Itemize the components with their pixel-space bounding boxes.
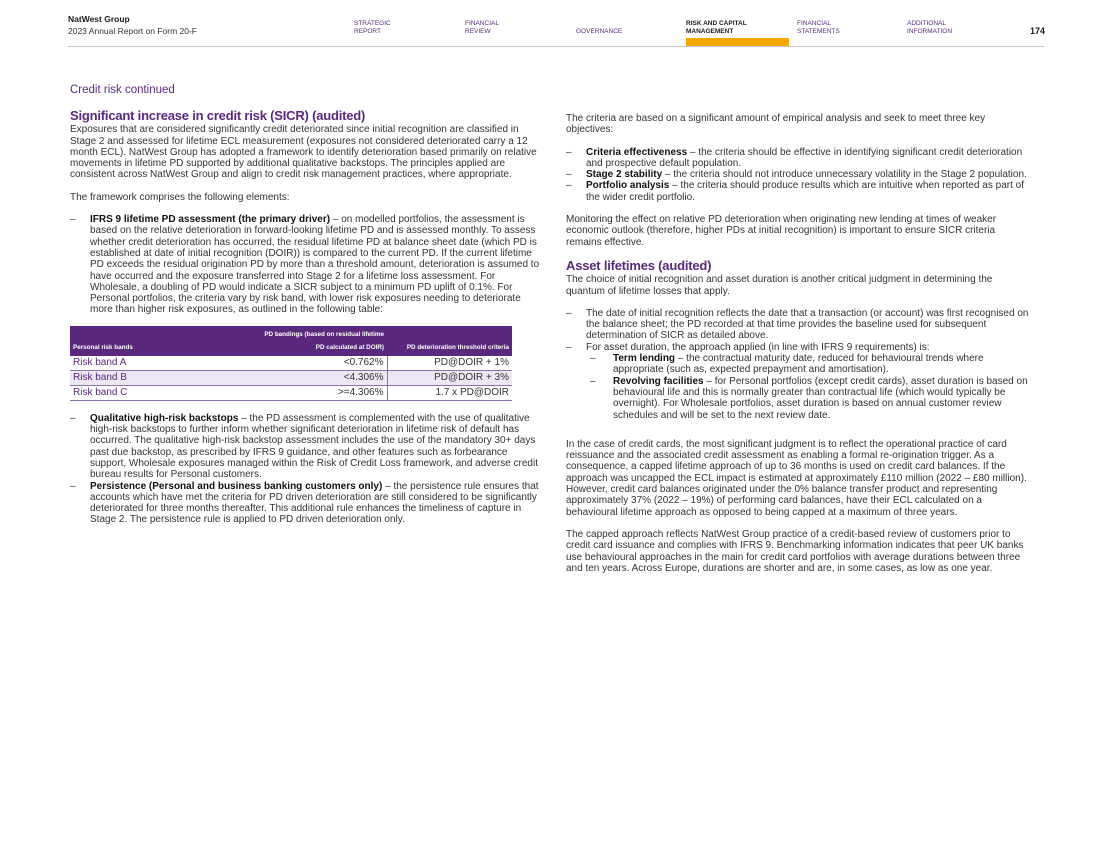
asset-lifetimes-heading: Asset lifetimes (audited) [566,257,712,273]
nav-label-line1: ADDITIONAL [907,20,947,27]
table-header: PD bandings (based on residual lifetime PD calculated at DOIR) [251,326,387,356]
list-item [586,376,1032,421]
table-cell: Risk band A [70,356,251,371]
company-name: NatWest Group [68,14,130,24]
credit-cards-paragraph: In the case of credit cards, the most significant judgment is to reflect the operational practice of card reissuance and the associated credit assessment as enabling a formal re-origination trigger. As a consequence, a capped lifetime approach of up to 36 months is used on credit card balances. If the approach was uncapped the ECL impact is estimated at approximately £110 million (2022 – £80 million). However, credit card balances originated under the 0% balance transfer product and representing approximately 37% (2022 – 19%) of performing card balances, have their ECL calculated on a behavioural lifetime approach as opposed to being capped at a maximum of three years. [566,438,1027,518]
bullet-term: Stage 2 stability [586,169,663,181]
nav-label-line1: RISK AND CAPITAL [686,20,747,27]
list-item [70,481,542,526]
sicr-heading: Significant increase in credit risk (SICR) (audited) [70,108,366,123]
table-cell: PD@DOIR + 3% [387,370,512,385]
monitoring-paragraph: Monitoring the effect on relative PD deterioration when originating new lending at times of weaker economic outlook (therefore, higher PDs at initial recognition) is important to ensure SICR criteria remains effective. [566,214,997,248]
table-header: PD deterioration threshold criteria [387,326,512,356]
nav-label-line2: MANAGEMENT [686,27,734,35]
bullet-text: For asset duration, the approach applied (in line with IFRS 9 requirements) is: [586,341,930,353]
nav-financial-statements[interactable] [797,0,897,46]
table-cell: Risk band B [70,370,251,385]
risk-band-table [70,326,512,401]
nav-financial-review[interactable] [465,0,565,46]
bullet-term: IFRS 9 lifetime PD assessment (the primary driver) [90,214,331,226]
list-item [70,214,542,316]
bullet-term: Qualitative high-risk backstops [90,412,239,424]
page-header [0,0,1100,46]
bullet-text: – the persistence rule ensures that accounts which have met the criteria for PD driven deterioration are still considered to be significantly deteriorated for three months thereafter. This additional rule enhances the timeliness of capture in Stage 2. The persistence rule is applied to PD driven deterioration only. [90,480,539,526]
left-column [70,110,542,526]
right-column [566,113,1032,574]
table-header: Personal risk bands [70,326,251,356]
nav-label-line2: REVIEW [465,27,491,35]
list-item [566,169,1032,180]
table-cell: <0.762% [251,356,387,371]
bullet-term: Persistence (Personal and business banking customers only) [90,480,383,492]
nav-label-line1: FINANCIAL [797,20,831,27]
report-title: 2023 Annual Report on Form 20-F [68,26,197,36]
bullet-text: – the contractual maturity date, reduced for behavioural trends where appropriate (such as, expected prepayment and amortisation). [613,353,984,376]
bullet-term: Portfolio analysis [586,180,670,192]
asset-lifetime-list [566,308,1032,421]
table-cell: <4.306% [251,370,387,385]
nav-strategic-report[interactable] [354,0,454,46]
bullet-term: Criteria effectiveness [586,146,688,158]
page-number: 174 [1030,26,1046,36]
nav-label-line2: REPORT [354,27,381,35]
backstop-list [70,413,542,526]
table-cell: 1.7 x PD@DOIR [387,385,512,400]
bullet-text: The date of initial recognition reflects the date that a transaction (or account) was first recognised on the balance sheet; the PD recorded at that time provides the baseline used for subsequent determination of SICR as detailed above. [586,307,1029,342]
list-item [70,413,542,481]
bullet-text: – the criteria should produce results which are intuitive when reported as part of the wider credit portfolio. [586,180,1024,203]
nav-label-line2: STATEMENTS [797,27,840,35]
table-row [70,385,512,400]
nav-label-line2: GOVERNANCE [576,27,623,35]
framework-list [70,214,542,316]
header-divider [68,46,1044,47]
section-continued-label: Credit risk continued [70,84,175,96]
bullet-text: – for Personal portfolios (except credit cards), asset duration is based on behavioural life and this is normally greater than contractual life (which would typically be overnight). For Wholesale portfolios, asset duration is based on annual customer review schedules and will be set to the next review date. [613,375,1028,421]
nav-governance[interactable] [576,0,676,46]
bullet-text: – the criteria should not introduce unnecessary volatility in the Stage 2 population. [662,169,1027,181]
bullet-text: – the PD assessment is complemented with the use of qualitative high-risk backstops to further inform whether significant deterioration in lifetime risk of default has occurred. The qualitative high-risk backstop assessment includes the use of the mandatory 30+ days past due backstop, as prescribed by IFRS 9 guidance, and other features such as forbearance support, Wholesale exposures managed within the Risk of Credit Loss framework, and adverse credit bureau results for Personal customers. [90,412,538,481]
bullet-text: – on modelled portfolios, the assessment is based on the relative deterioration in forward-looking lifetime PD and is assessed monthly. To assess whether credit deterioration has occurred, the residual lifetime PD at balance sheet date (which PD is established at date of initial recognition (DOIR)) is compared to the current PD. If the current lifetime PD exceeds the residual origination PD by more than a threshold amount, deterioration is assumed to have occurred and the exposure transferred into Stage 2 for a lifetime loss assessment. For Wholesale, a doubling of PD would indicate a SICR subject to a minimum PD uplift of 0.1%. For Personal portfolios, the criteria vary by risk band, with lower risk exposures needing to deteriorate more than higher risk exposures, as outlined in the following table: [90,214,540,316]
asset-duration-sublist [586,353,1032,421]
capped-approach-paragraph: The capped approach reflects NatWest Group practice of a credit-based review of customers prior to credit card issuance and complies with IFRS 9. Benchmarking information indicates that peer UK banks use behavioural approaches in the main for credit card portfolios with average durations between three and ten years. Across Europe, durations are shorter and are, in some cases, as low as one year. [566,528,1024,574]
sicr-intro: Exposures that are considered significantly credit deteriorated since initial recognition are classified in Stage 2 and assessed for lifetime ECL measurement (exposures not considered deteriorated carry a 12 month ECL). NatWest Group has adopted a framework to identify deterioration based primarily on relative movements in lifetime PD supported by additional qualitative backstops. The principles applied are consistent across NatWest Group and align to credit risk management practices, where appropriate. [70,124,537,181]
nav-label-line1: FINANCIAL [465,20,499,27]
list-item [566,147,1032,170]
bullet-text: – the criteria should be effective in identifying significant credit deterioration and prospective default population. [586,146,1023,169]
table-cell: >=4.306% [251,385,387,400]
asset-intro: The choice of initial recognition and asset duration is another critical judgment in determining the quantum of lifetime losses that apply. [566,274,993,297]
list-item [586,353,1032,376]
list-item [566,308,1032,342]
list-item [566,180,1032,203]
criteria-intro: The criteria are based on a significant amount of empirical analysis and seek to meet three key objectives: [566,113,986,136]
table-row [70,356,512,371]
table-row [70,370,512,385]
list-item [566,342,1032,421]
nav-additional-information[interactable] [907,0,1007,46]
nav-label-line2: INFORMATION [907,27,953,35]
bullet-term: Term lending [613,353,676,365]
table-cell: Risk band C [70,385,251,400]
framework-intro: The framework comprises the following elements: [70,191,290,203]
bullet-term: Revolving facilities [613,375,704,387]
nav-label-line1: STRATEGIC [354,20,391,27]
nav-risk-and-capital-management[interactable] [686,0,786,46]
objectives-list [566,147,1032,203]
table-cell: PD@DOIR + 1% [387,356,512,371]
